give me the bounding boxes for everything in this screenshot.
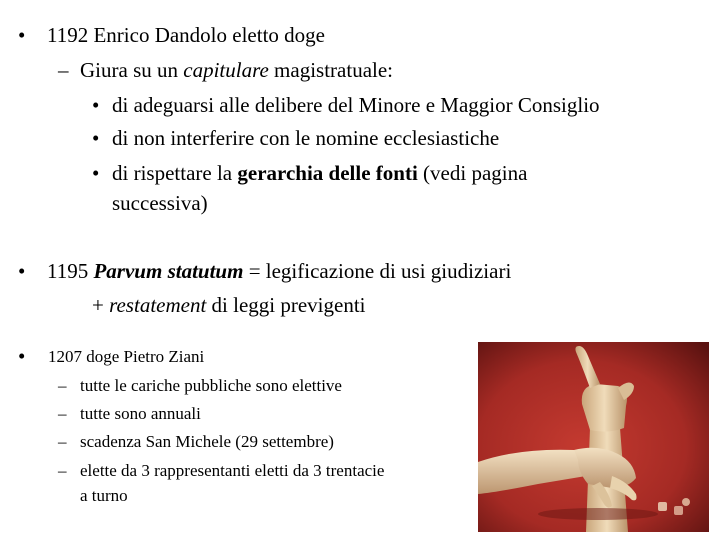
text-scadenza: scadenza San Michele (29 settembre) bbox=[80, 432, 334, 451]
dash-3: – bbox=[58, 432, 67, 451]
bullet-1192: • bbox=[18, 23, 26, 47]
text-cariche: tutte le cariche pubbliche sono elettive bbox=[80, 376, 342, 395]
text-annuali: tutte sono annuali bbox=[80, 404, 201, 423]
dash-1: – bbox=[58, 376, 67, 395]
text-restatement bbox=[92, 295, 366, 316]
small-die-1 bbox=[658, 502, 667, 511]
text-item3-pre: di rispettare la bbox=[112, 161, 238, 185]
text-elette: elette da 3 rappresentanti eletti da 3 trentacie bbox=[80, 461, 385, 480]
dash-2: – bbox=[58, 404, 67, 423]
text-1192-dandolo: 1192 Enrico Dandolo eletto doge bbox=[47, 23, 325, 47]
bullet-item-3: • bbox=[92, 161, 100, 185]
dash-giura: – bbox=[58, 58, 69, 82]
bullet-item-2: • bbox=[92, 126, 100, 150]
text-parvum-statutum: Parvum statutum bbox=[93, 259, 244, 283]
text-1195-parvum bbox=[47, 261, 511, 282]
text-item-adeguarsi: di adeguarsi alle delibere del Minore e Maggior Consiglio bbox=[112, 93, 600, 117]
text-successiva: successiva) bbox=[112, 191, 208, 215]
text-gerarchia-delle-fonti: gerarchia delle fonti bbox=[237, 161, 418, 185]
dash-4: – bbox=[58, 461, 67, 480]
text-restatement-em: restatement bbox=[109, 293, 207, 317]
text-leggi-previgenti: di leggi previgenti bbox=[206, 293, 366, 317]
painting-wooden-hands-icon bbox=[478, 342, 709, 532]
text-capitulare: capitulare bbox=[183, 58, 269, 82]
small-ball bbox=[682, 498, 690, 506]
text-giura-pre: Giura su un bbox=[80, 58, 184, 82]
text-item-interferire: di non interferire con le nomine ecclesiastiche bbox=[112, 126, 500, 150]
text-1195: 1195 bbox=[47, 259, 94, 283]
floor-shadow bbox=[538, 508, 658, 520]
text-item-gerarchia bbox=[112, 163, 527, 184]
text-legificazione: = legificazione di usi giudiziari bbox=[243, 259, 512, 283]
bullet-1207: • bbox=[18, 344, 26, 368]
bullet-1195: • bbox=[18, 259, 26, 283]
bullet-item-1: • bbox=[92, 93, 100, 117]
text-1207-ziani: 1207 doge Pietro Ziani bbox=[48, 347, 205, 366]
text-a-turno: a turno bbox=[80, 486, 128, 505]
text-plus: + bbox=[92, 293, 110, 317]
text-giura-post: magistratuale: bbox=[268, 58, 394, 82]
small-die-2 bbox=[674, 506, 683, 515]
text-item3-post: (vedi pagina bbox=[417, 161, 528, 185]
text-giura bbox=[80, 60, 393, 81]
